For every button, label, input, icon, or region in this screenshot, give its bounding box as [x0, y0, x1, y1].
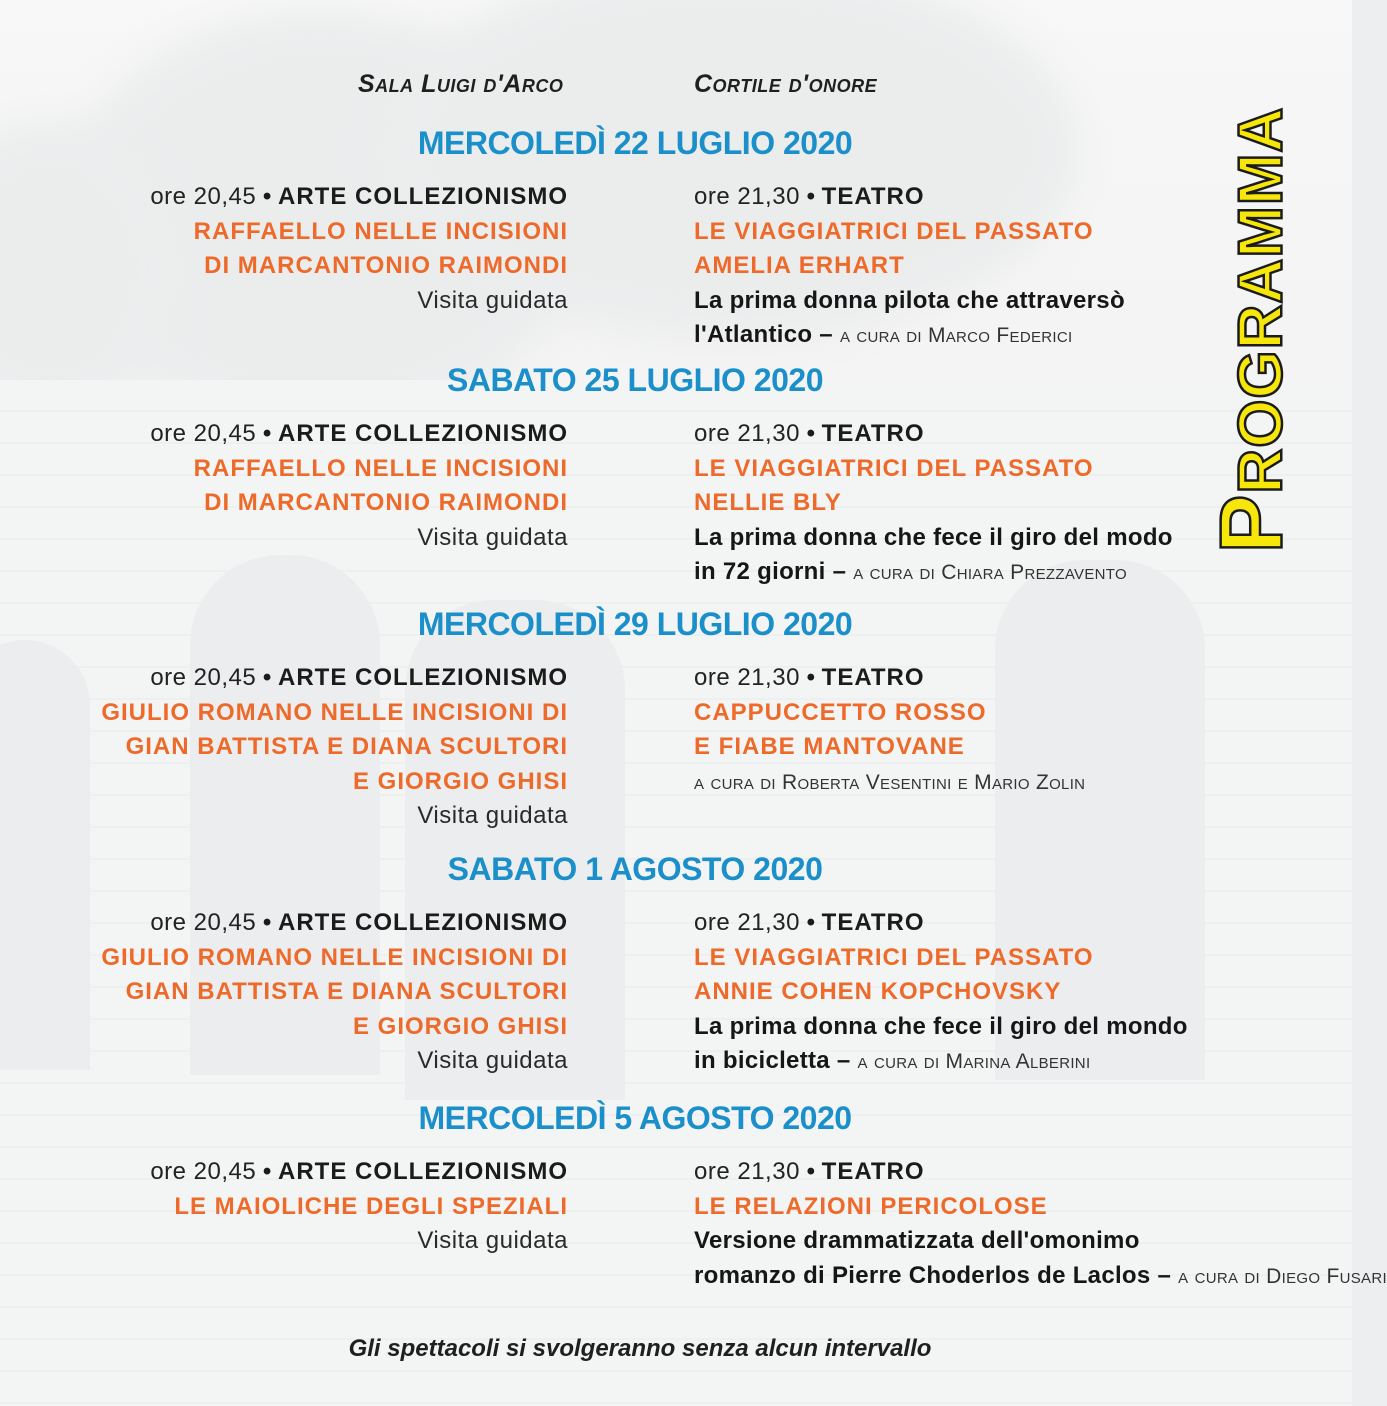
event-description-line: [694, 521, 1173, 556]
credit-dash: –: [812, 321, 840, 348]
event-note: Visita guidata: [417, 286, 568, 314]
right-column-event: [694, 180, 1125, 353]
bullet-separator: •: [799, 909, 822, 936]
event-category: TEATRO: [821, 183, 925, 210]
event-credit-line: [694, 765, 1085, 800]
event-category: TEATRO: [821, 420, 925, 447]
event-category: ARTE COLLEZIONISMO: [278, 1158, 568, 1185]
bullet-separator: •: [799, 183, 822, 210]
credit-dash: –: [825, 558, 854, 585]
event-time-category: [150, 180, 568, 215]
event-credit: a cura di Diego Fusari: [1178, 1264, 1387, 1288]
event-title-line: DI MARCANTONIO RAIMONDI: [204, 252, 568, 279]
event-time: ore 21,30: [694, 909, 800, 936]
event-description: La prima donna pilota che attraversò: [694, 286, 1125, 314]
bullet-separator: •: [799, 420, 822, 447]
event-title-line: LE VIAGGIATRICI DEL PASSATO: [694, 454, 1094, 482]
event-time: ore 20,45: [150, 183, 257, 210]
event-description-line: [694, 1224, 1387, 1259]
venue-left-heading: Sala Luigi d'Arco: [358, 70, 564, 98]
event-time: ore 20,45: [150, 420, 257, 447]
left-column-event: [101, 906, 568, 1079]
event-date: MERCOLEDÌ 5 AGOSTO 2020: [418, 1100, 852, 1136]
event-title-line: GIAN BATTISTA E DIANA SCULTORI: [125, 733, 568, 760]
event-time-category: [694, 661, 1085, 696]
event-description-line: [694, 1259, 1387, 1294]
event-title-line: LE VIAGGIATRICI DEL PASSATO: [694, 943, 1094, 971]
event-date: SABATO 25 LUGLIO 2020: [447, 362, 823, 398]
event-time-category: [101, 661, 568, 696]
event-note: Visita guidata: [417, 523, 568, 551]
event-title-line: LE MAIOLICHE DEGLI SPEZIALI: [174, 1192, 568, 1220]
event-description: in bicicletta: [694, 1047, 830, 1074]
event-title-line: GIULIO ROMANO NELLE INCISIONI DI: [101, 698, 568, 726]
event-title-line: E GIORGIO GHISI: [352, 1012, 568, 1040]
event-title-line: ANNIE COHEN KOPCHOVSKY: [694, 978, 1062, 1005]
event-description-line: [694, 1044, 1188, 1079]
event-title-line: LE RELAZIONI PERICOLOSE: [694, 1192, 1048, 1220]
event-time: ore 21,30: [694, 1158, 800, 1185]
right-column-event: [694, 1155, 1387, 1293]
event-title-line: E FIABE MANTOVANE: [694, 733, 965, 760]
event-time: ore 21,30: [694, 664, 800, 691]
event-credit: a cura di Roberta Vesentini e Mario Zolin: [694, 770, 1086, 794]
event-title-line: AMELIA ERHART: [694, 252, 905, 279]
event-category: ARTE COLLEZIONISMO: [278, 183, 568, 210]
event-category: ARTE COLLEZIONISMO: [278, 664, 568, 691]
event-title-line: E GIORGIO GHISI: [352, 767, 568, 795]
event-description: La prima donna che fece il giro del mondo: [694, 1012, 1188, 1040]
right-column-event: [694, 661, 1085, 799]
event-credit: a cura di Marina Alberini: [857, 1050, 1091, 1073]
event-description-line: [694, 1010, 1188, 1045]
event-credit: a cura di Marco Federici: [839, 324, 1073, 347]
event-time: ore 21,30: [694, 183, 800, 210]
event-time: ore 21,30: [694, 420, 800, 447]
event-time-category: [150, 417, 568, 452]
left-column-event: [101, 661, 568, 834]
bullet-separator: •: [256, 420, 278, 447]
event-title-line: LE VIAGGIATRICI DEL PASSATO: [694, 217, 1094, 245]
bullet-separator: •: [256, 909, 278, 936]
event-time-category: [694, 906, 1188, 941]
left-column-event: [150, 1155, 568, 1259]
event-description-line: [694, 318, 1125, 353]
event-time: ore 20,45: [150, 909, 257, 936]
event-description-line: [694, 284, 1125, 319]
left-column-event: [150, 180, 568, 318]
right-column-event: [694, 906, 1188, 1079]
event-time-category: [150, 1155, 568, 1190]
event-time: ore 20,45: [150, 1158, 257, 1185]
event-note: Visita guidata: [417, 1227, 568, 1254]
event-note: Visita guidata: [417, 1047, 568, 1074]
bullet-separator: •: [799, 664, 822, 691]
event-description: l'Atlantico: [694, 321, 813, 348]
left-column-event: [150, 417, 568, 555]
event-date: SABATO 1 AGOSTO 2020: [447, 851, 823, 887]
event-description: La prima donna che fece il giro del modo: [694, 523, 1173, 551]
credit-dash: –: [829, 1047, 858, 1074]
event-date: MERCOLEDÌ 22 LUGLIO 2020: [417, 125, 853, 161]
event-description: romanzo di Pierre Choderlos de Laclos: [694, 1261, 1151, 1289]
event-note: Visita guidata: [417, 802, 568, 829]
event-time-category: [101, 906, 568, 941]
event-title-line: CAPPUCCETTO ROSSO: [694, 698, 987, 726]
programma-title: Programma: [1201, 106, 1301, 554]
event-time-category: [694, 417, 1173, 452]
bullet-separator: •: [799, 1158, 822, 1185]
footnote: Gli spettacoli si svolgeranno senza alcun intervallo: [348, 1335, 932, 1362]
event-description-line: [694, 555, 1173, 590]
event-category: TEATRO: [821, 1158, 925, 1185]
event-title-line: RAFFAELLO NELLE INCISIONI: [193, 454, 568, 482]
event-title-line: GIAN BATTISTA E DIANA SCULTORI: [125, 978, 568, 1005]
bullet-separator: •: [256, 183, 278, 210]
event-title-line: DI MARCANTONIO RAIMONDI: [204, 489, 568, 516]
event-credit: a cura di Chiara Prezzavento: [853, 561, 1127, 584]
event-category: ARTE COLLEZIONISMO: [278, 909, 568, 936]
event-date: MERCOLEDÌ 29 LUGLIO 2020: [417, 606, 853, 642]
event-description: Versione drammatizzata dell'omonimo: [694, 1227, 1140, 1254]
event-description: in 72 giorni: [694, 558, 826, 585]
credit-dash: –: [1150, 1261, 1179, 1289]
venue-right-heading: Cortile d'onore: [694, 70, 878, 98]
event-category: TEATRO: [821, 664, 925, 691]
right-column-event: [694, 417, 1173, 590]
event-title-line: GIULIO ROMANO NELLE INCISIONI DI: [101, 943, 568, 971]
event-category: ARTE COLLEZIONISMO: [278, 420, 568, 447]
bullet-separator: •: [256, 664, 278, 691]
event-category: TEATRO: [821, 909, 925, 936]
event-title-line: RAFFAELLO NELLE INCISIONI: [193, 217, 568, 245]
event-title-line: NELLIE BLY: [694, 489, 842, 516]
bullet-separator: •: [256, 1158, 278, 1185]
event-time-category: [694, 1155, 1387, 1190]
event-time-category: [694, 180, 1125, 215]
event-time: ore 20,45: [150, 664, 257, 691]
